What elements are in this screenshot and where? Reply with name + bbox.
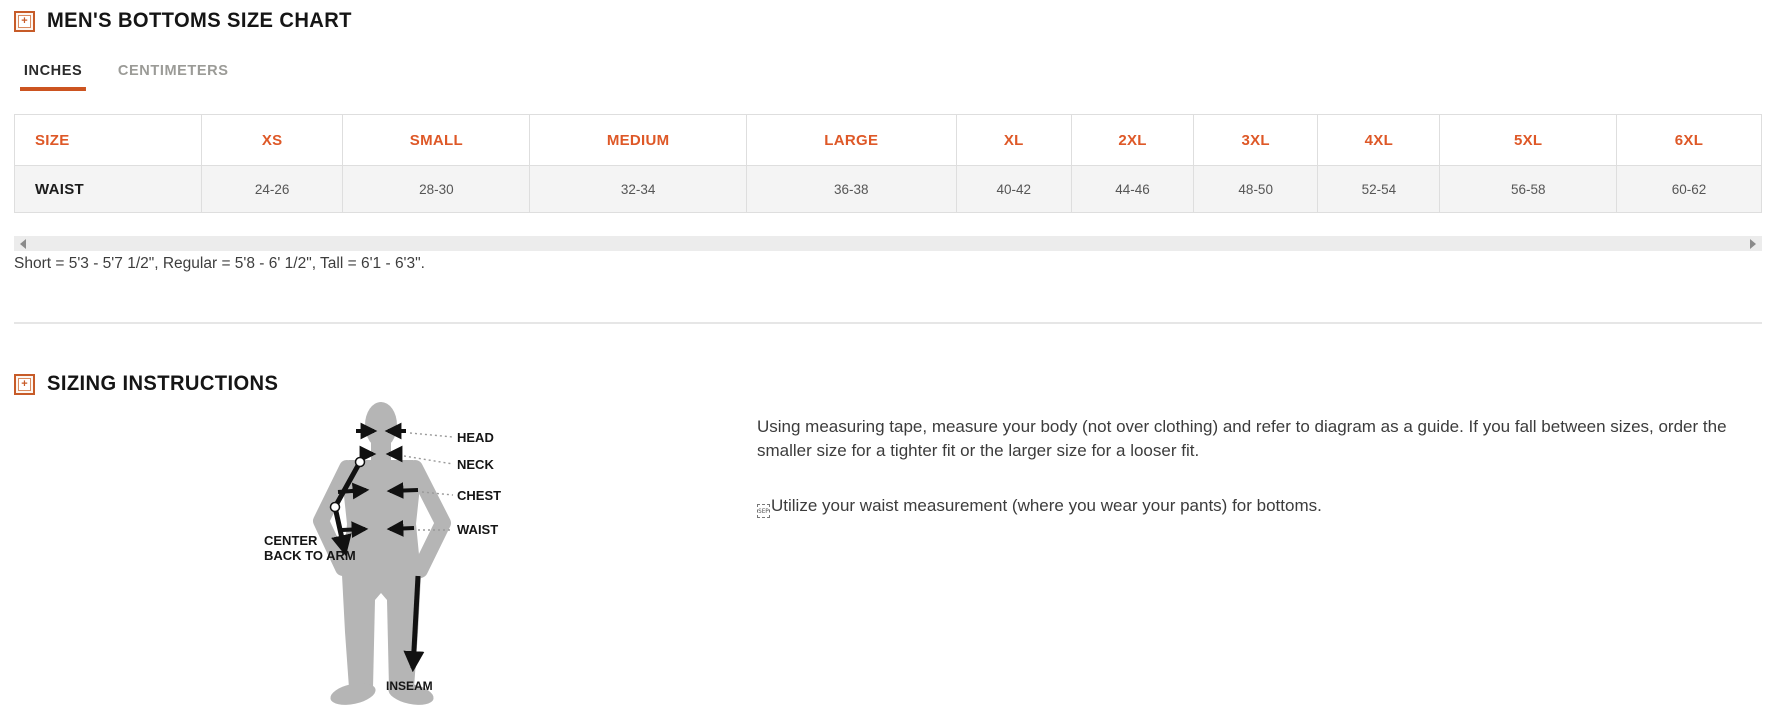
waist-value-xs: 24-26 xyxy=(201,166,343,213)
waist-value-4xl: 52-54 xyxy=(1318,166,1440,213)
waist-value-large: 36-38 xyxy=(746,166,956,213)
broken-character-glyph: SEP xyxy=(757,504,770,518)
col-header-large: LARGE xyxy=(746,115,956,166)
waist-value-medium: 32-34 xyxy=(530,166,747,213)
length-note: Short = 5'3 - 5'7 1/2", Regular = 5'8 - 6' 1/2", Tall = 6'1 - 6'3". xyxy=(14,255,425,272)
col-header-2xl: 2XL xyxy=(1071,115,1193,166)
expand-plus-icon: + xyxy=(14,374,35,395)
size-chart-header xyxy=(14,9,365,33)
unit-tabs xyxy=(20,60,236,91)
waist-value-5xl: 56-58 xyxy=(1440,166,1616,213)
col-header-4xl: 4XL xyxy=(1318,115,1440,166)
waist-value-2xl: 44-46 xyxy=(1071,166,1193,213)
body-measurement-diagram xyxy=(250,400,520,718)
size-table-wrapper xyxy=(14,114,1762,213)
instructions-text-block xyxy=(757,415,1767,518)
col-header-3xl: 3XL xyxy=(1194,115,1318,166)
chest-label: CHEST xyxy=(457,488,502,503)
neck-label: NECK xyxy=(457,457,494,472)
waist-value-3xl: 48-50 xyxy=(1194,166,1318,213)
expand-plus-icon: + xyxy=(14,11,35,32)
size-table xyxy=(14,114,1762,213)
tab-inches[interactable]: INCHES xyxy=(20,60,86,91)
col-header-size: SIZE xyxy=(15,115,202,166)
section-divider xyxy=(14,322,1762,324)
tab-centimeters[interactable]: CENTIMETERS xyxy=(118,62,229,79)
col-header-6xl: 6XL xyxy=(1616,115,1761,166)
inseam-label: INSEAM xyxy=(386,679,433,693)
row-label-waist: WAIST xyxy=(15,166,202,213)
center-back-to-arm-label-line2: BACK TO ARM xyxy=(264,548,356,563)
col-header-medium: MEDIUM xyxy=(530,115,747,166)
waist-value-6xl: 60-62 xyxy=(1616,166,1761,213)
col-header-small: SMALL xyxy=(343,115,530,166)
instructions-paragraph-2-text: Utilize your waist measurement (where you wear your pants) for bottoms. xyxy=(771,496,1322,515)
col-header-xl: XL xyxy=(956,115,1071,166)
scroll-right-arrow-icon[interactable] xyxy=(1750,239,1756,249)
scroll-left-arrow-icon[interactable] xyxy=(20,239,26,249)
waist-value-xl: 40-42 xyxy=(956,166,1071,213)
head-label: HEAD xyxy=(457,430,494,445)
waist-value-small: 28-30 xyxy=(343,166,530,213)
instructions-paragraph-1: Using measuring tape, measure your body (not over clothing) and refer to diagram as a guide. If you fall between sizes, order the smaller size for a tighter fit or the larger size for a looser fit. xyxy=(757,417,1727,460)
table-horizontal-scrollbar[interactable] xyxy=(14,236,1762,251)
sizing-instructions-title: SIZING INSTRUCTIONS xyxy=(47,372,279,395)
waist-label: WAIST xyxy=(457,522,499,537)
col-header-xs: XS xyxy=(201,115,343,166)
table-header-row xyxy=(15,115,1762,166)
center-back-to-arm-label-line1: CENTER xyxy=(264,533,318,548)
sizing-instructions-header xyxy=(14,372,288,396)
table-row-waist xyxy=(15,166,1762,213)
instructions-paragraph-2 xyxy=(757,494,1767,518)
page-title: MEN'S BOTTOMS SIZE CHART xyxy=(47,9,352,32)
col-header-5xl: 5XL xyxy=(1440,115,1616,166)
